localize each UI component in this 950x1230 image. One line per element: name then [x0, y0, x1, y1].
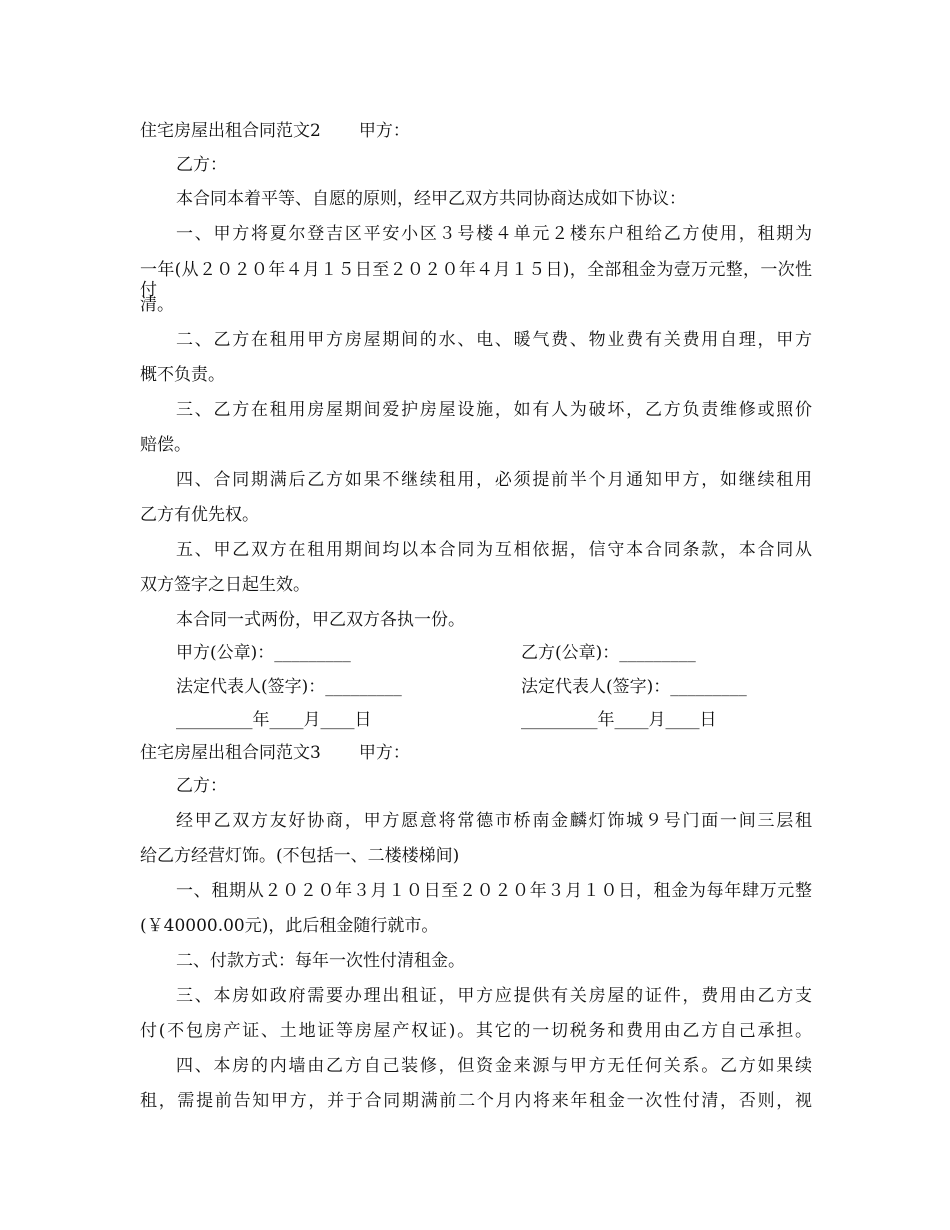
contract-2-item-1-line-1: 一、甲方将夏尔登吉区平安小区３号楼４单元２楼东户租给乙方使用，租期为 — [176, 224, 812, 244]
contract-2-copies: 本合同一式两份，甲乙双方各执一份。 — [176, 610, 465, 630]
contract-2-item-1-line-2: 一年(从２０２０年４月１５日至２０２０年４月１５日)，全部租金为壹万元整，一次性付 — [140, 260, 812, 300]
contract-3-item-3-line-2: 付(不包房产证、土地证等房屋产权证)。其它的一切税务和费用由乙方自己承担。 — [140, 1021, 812, 1041]
contract-3-title: 住宅房屋出租合同范文3 — [140, 743, 321, 763]
signature-party-a-seal: 甲方(公章)：_________ — [176, 643, 351, 663]
signature-party-b-representative: 法定代表人(签字)：_________ — [521, 677, 747, 697]
contract-3-item-1-line-2: (￥40000.00元)，此后租金随行就市。 — [140, 916, 439, 936]
contract-2-item-5-line-2: 双方签字之日起生效。 — [140, 575, 310, 595]
contract-3-item-3-line-1: 三、本房如政府需要办理出租证，甲方应提供有关房屋的证件，费用由乙方支 — [176, 986, 812, 1006]
contract-3-item-4-line-2: 租，需提前告知甲方，并于合同期满前二个月内将来年租金一次性付清，否则，视 — [140, 1091, 812, 1111]
contract-2-item-4-line-2: 乙方有优先权。 — [140, 505, 259, 525]
contract-3-title-line — [140, 743, 410, 763]
contract-2-item-3-line-2: 赔偿。 — [140, 435, 191, 455]
signature-party-b-seal: 乙方(公章)：_________ — [521, 643, 696, 663]
contract-2-intro: 本合同本着平等、自愿的原则，经甲乙双方共同协商达成如下协议： — [176, 189, 686, 209]
contract-2-title-line — [140, 121, 410, 141]
contract-2-item-4-line-1: 四、合同期满后乙方如果不继续租用，必须提前半个月通知甲方，如继续租用 — [176, 470, 812, 490]
signature-party-a-date: _________年____月____日 — [176, 710, 372, 730]
contract-3-item-1-line-1: 一、租期从２０２０年３月１０日至２０２０年３月１０日，租金为每年肆万元整 — [176, 881, 812, 901]
contract-2-party-b: 乙方： — [176, 155, 227, 175]
contract-3-party-a: 甲方： — [358, 743, 410, 763]
contract-2-item-2-line-2: 概不负责。 — [140, 365, 225, 385]
contract-2-party-a: 甲方： — [358, 121, 410, 141]
contract-2-item-5-line-1: 五、甲乙双方在租用期间均以本合同为互相依据，信守本合同条款，本合同从 — [176, 540, 812, 560]
signature-party-a-representative: 法定代表人(签字)：_________ — [176, 677, 402, 697]
contract-2-item-3-line-1: 三、乙方在租用房屋期间爱护房屋设施，如有人为破坏，乙方负责维修或照价 — [176, 400, 812, 420]
contract-3-item-4-line-1: 四、本房的内墙由乙方自己装修，但资金来源与甲方无任何关系。乙方如果续 — [176, 1056, 812, 1076]
contract-3-intro-line-1: 经甲乙双方友好协商，甲方愿意将常德市桥南金麟灯饰城９号门面一间三层租 — [176, 811, 812, 831]
contract-2-item-1-line-3: 清。 — [140, 295, 174, 315]
contract-3-intro-line-2: 给乙方经营灯饰。(不包括一、二楼楼梯间) — [140, 846, 460, 866]
contract-3-party-b: 乙方： — [176, 776, 227, 796]
contract-3-item-2: 二、付款方式：每年一次性付清租金。 — [176, 951, 465, 971]
contract-2-item-2-line-1: 二、乙方在租用甲方房屋期间的水、电、暖气费、物业费有关费用自理，甲方 — [176, 330, 812, 350]
signature-party-b-date: _________年____月____日 — [521, 710, 717, 730]
contract-2-title: 住宅房屋出租合同范文2 — [140, 121, 321, 141]
